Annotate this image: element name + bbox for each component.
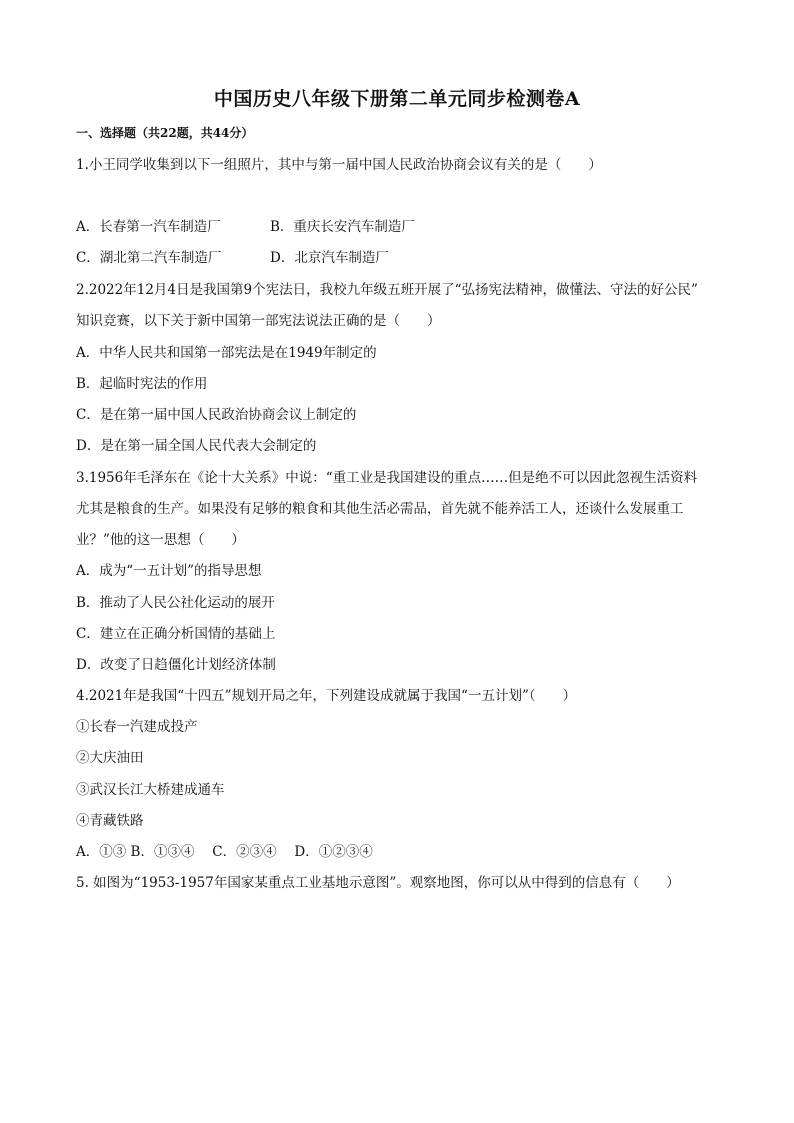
section-heading: 一、选择题（共22题，共44分） <box>76 126 254 140</box>
question-3-stem-line-2: 尤其是粮食的生产。如果没有足够的粮食和其他生活必需品，首先就不能养活工人，还谈什么发展重工 <box>76 501 684 517</box>
question-1-option-c: C．湖北第二汽车制造厂 <box>76 250 222 266</box>
question-3-option-a: A．成为“一五计划”的指导思想 <box>76 563 262 579</box>
question-1-stem: 1.小王同学收集到以下一组照片，其中与第一届中国人民政治协商会议有关的是（ ） <box>76 157 602 173</box>
question-1-options-row-1 <box>76 218 415 236</box>
question-4-stem: 4.2021年是我国“十四五”规划开局之年，下列建设成就属于我国“一五计划”（ ） <box>76 688 577 704</box>
question-1-options-row-2 <box>76 249 389 267</box>
question-4-item-4: ④青藏铁路 <box>76 813 144 829</box>
question-4-item-2: ②大庆油田 <box>76 750 144 766</box>
question-3-stem-line-3: 业？”他的这一思想（ ） <box>76 532 245 548</box>
question-4-options: A．①③ B．①③④ C．②③④ D．①②③④ <box>76 844 373 860</box>
question-3-option-b: B．推动了人民公社化运动的展开 <box>76 595 275 611</box>
question-4-item-3: ③武汉长江大桥建成通车 <box>76 782 225 798</box>
question-2-option-a: A．中华人民共和国第一部宪法是在1949年制定的 <box>76 345 377 361</box>
question-1-option-a: A．长春第一汽车制造厂 <box>76 219 221 235</box>
question-2-stem-line-2: 知识竞赛，以下关于新中国第一部宪法说法正确的是（ ） <box>76 313 441 329</box>
question-2-stem-line-1: 2.2022年12月4日是我国第9个宪法日，我校九年级五班开展了“弘扬宪法精神，做懂法、守法的好公民” <box>76 282 698 298</box>
question-5-stem: 5. 如图为“1953-1957年国家某重点工业基地示意图”。观察地图，你可以从中得到的信息有（ ） <box>76 875 680 891</box>
question-4-item-1: ①长春一汽建成投产 <box>76 719 198 735</box>
question-3-option-d: D．改变了日趋僵化计划经济体制 <box>76 657 276 673</box>
question-3-stem-line-1: 3.1956年毛泽东在《论十大关系》中说：“重工业是我国建设的重点……但是绝不可以因此忽视生活资料 <box>76 470 698 486</box>
question-2-option-d: D．是在第一届全国人民代表大会制定的 <box>76 438 317 454</box>
question-2-option-b: B．起临时宪法的作用 <box>76 376 208 392</box>
question-1-option-d: D．北京汽车制造厂 <box>270 250 389 266</box>
question-2-option-c: C．是在第一届中国人民政治协商会议上制定的 <box>76 407 357 423</box>
question-3-option-c: C．建立在正确分析国情的基础上 <box>76 626 276 642</box>
page-title: 中国历史八年级下册第二单元同步检测卷A <box>213 88 581 110</box>
question-1-option-b: B．重庆长安汽车制造厂 <box>270 219 415 235</box>
